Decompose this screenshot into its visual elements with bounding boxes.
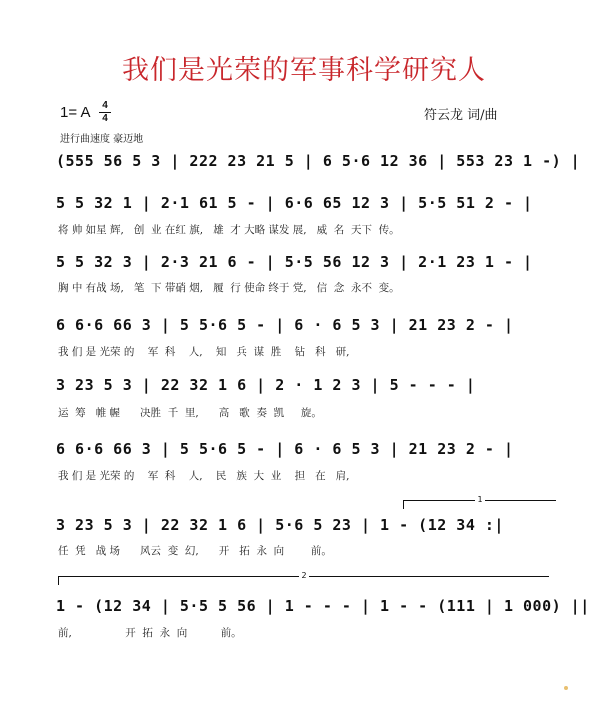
time-signature: [99, 101, 111, 124]
lyrics-line-7: 前, 开 拓 永 向 前。: [58, 627, 242, 639]
first-ending-bracket: [403, 495, 556, 509]
score-line-3: 6 6·6 66 3 | 5 5·6 5 - | 6 · 6 5 3 | 21 23 2 - |: [56, 316, 514, 334]
lyrics-line-6: 任 凭 战 场 风云 变 幻, 开 拓 永 向 前。: [58, 545, 332, 557]
lyrics-line-5: 我 们 是 光荣 的 军 科 人, 民 族 大 业 担 在 肩,: [58, 470, 350, 482]
score-line-5: 6 6·6 66 3 | 5 5·6 5 - | 6 · 6 5 3 | 21 23 2 - |: [56, 440, 514, 458]
time-signature-top: 4: [102, 100, 108, 111]
second-ending-label: 2: [301, 571, 307, 580]
score-line-7: 1 - (12 34 | 5·5 5 56 | 1 - - - | 1 - - (111 | 1 000) ||: [56, 597, 590, 615]
lyrics-line-3: 我 们 是 光荣 的 军 科 人, 知 兵 谋 胜 钻 科 研,: [58, 346, 350, 358]
time-signature-bottom: 4: [102, 113, 108, 124]
tempo-marking: 进行曲速度 豪迈地: [60, 134, 144, 145]
lyrics-line-2: 胸 中 有战 场, 笔 下 带硝 烟, 履 行 使命 终于 党, 信 念 永不 变。: [58, 282, 400, 294]
key-signature: 1= A: [60, 104, 91, 121]
score-line-intro: (555 56 5 3 | 222 23 21 5 | 6 5·6 12 36 | 553 23 1 -) |: [56, 152, 581, 170]
lyrics-line-1: 将 帅 如星 辉, 创 业 在红 旗, 雄 才 大略 谋发 展, 威 名 天下 传。: [58, 224, 400, 236]
second-ending-bracket: [58, 571, 549, 585]
composer-credit: 符云龙 词/曲: [424, 108, 498, 123]
score-line-2: 5 5 32 3 | 2·3 21 6 - | 5·5 56 12 3 | 2·1 23 1 - |: [56, 253, 533, 271]
corner-mark: [564, 686, 568, 690]
score-line-6: 3 23 5 3 | 22 32 1 6 | 5·6 5 23 | 1 - (12 34 :|: [56, 516, 504, 534]
score-line-1: 5 5 32 1 | 2·1 61 5 - | 6·6 65 12 3 | 5·5 51 2 - |: [56, 194, 533, 212]
page-title: 我们是光荣的军事科学研究人: [122, 55, 486, 86]
score-line-4: 3 23 5 3 | 22 32 1 6 | 2 · 1 2 3 | 5 - - - |: [56, 376, 476, 394]
first-ending-label: 1: [477, 495, 483, 504]
lyrics-line-4: 运 筹 帷 幄 决胜 千 里, 高 歌 奏 凯 旋。: [58, 407, 322, 419]
